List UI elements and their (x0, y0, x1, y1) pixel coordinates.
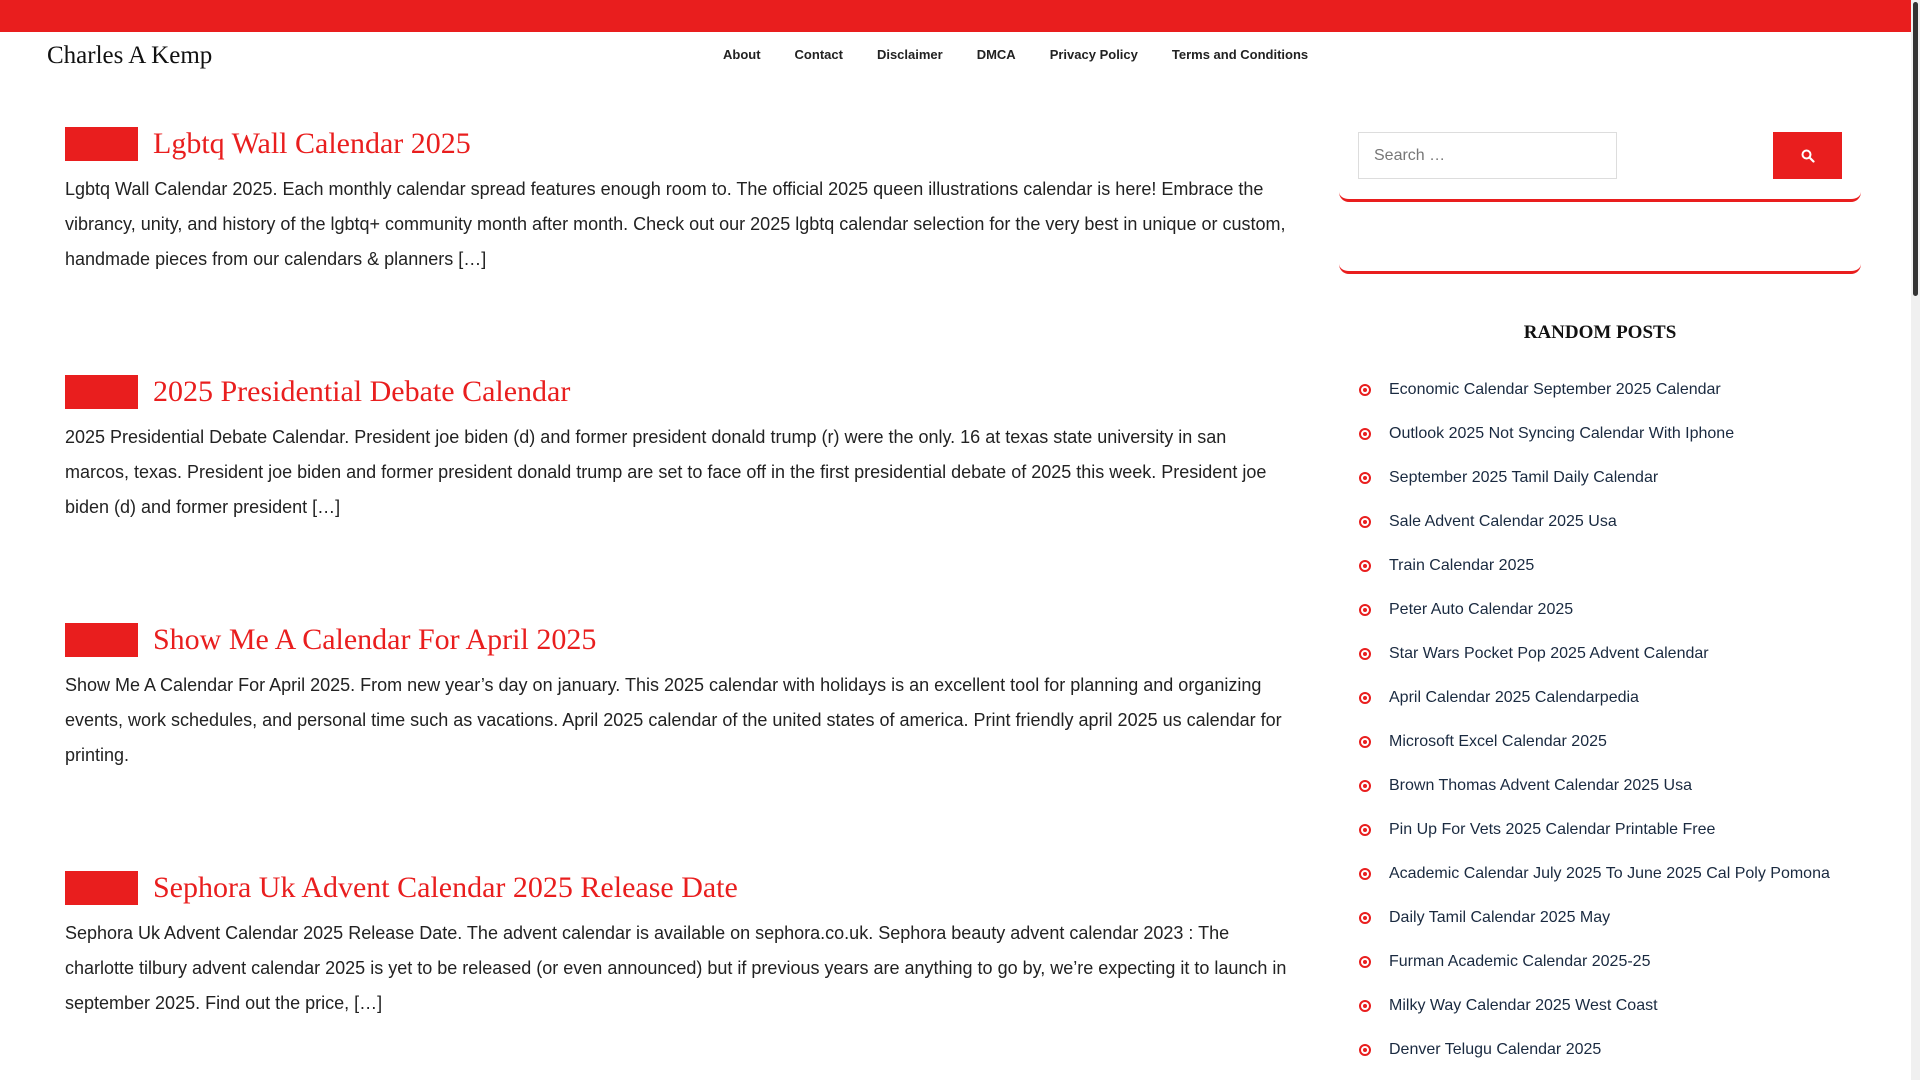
circle-bullet-icon (1359, 1044, 1371, 1056)
list-item (1359, 456, 1861, 500)
site-header (0, 32, 1911, 82)
random-post-link[interactable]: Economic Calendar September 2025 Calendar (1389, 381, 1721, 398)
empty-widget (1339, 202, 1861, 274)
list-item (1359, 500, 1861, 544)
random-posts-title: RANDOM POSTS (1523, 322, 1677, 343)
circle-bullet-icon (1359, 384, 1371, 396)
random-post-link[interactable]: Peter Auto Calendar 2025 (1389, 601, 1574, 618)
list-item (1359, 544, 1861, 588)
circle-bullet-icon (1359, 472, 1371, 484)
post-item (65, 620, 1295, 868)
circle-bullet-icon (1359, 956, 1371, 968)
nav-about[interactable]: About (723, 47, 761, 62)
random-post-link[interactable]: Milky Way Calendar 2025 West Coast (1389, 997, 1658, 1014)
circle-bullet-icon (1359, 560, 1371, 572)
nav-dmca[interactable]: DMCA (976, 47, 1016, 62)
post-excerpt: 2025 Presidential Debate Calendar. President joe biden (d) and former president donald trump (r) were the only. 16 at texas state university in san marcos, texas. President joe biden and former president donald trump are set to face off in the first presidential debate of 2025 this week. President joe biden (d) and former president […] (65, 427, 1267, 517)
circle-bullet-icon (1359, 516, 1371, 528)
category-tag[interactable] (65, 623, 138, 657)
random-post-link[interactable]: Denver Telugu Calendar 2025 (1389, 1041, 1602, 1058)
random-post-link[interactable]: Microsoft Excel Calendar 2025 (1389, 733, 1607, 750)
post-title[interactable]: Lgbtq Wall Calendar 2025 (153, 127, 471, 160)
post-item (65, 124, 1295, 372)
list-item (1359, 676, 1861, 720)
list-item (1359, 852, 1861, 896)
random-post-link[interactable]: Brown Thomas Advent Calendar 2025 Usa (1389, 777, 1692, 794)
nav-terms[interactable]: Terms and Conditions (1171, 47, 1309, 62)
random-post-link[interactable]: Star Wars Pocket Pop 2025 Advent Calendar (1389, 645, 1709, 662)
list-item (1359, 720, 1861, 764)
sidebar (1339, 132, 1861, 1072)
circle-bullet-icon (1359, 868, 1371, 880)
post-title[interactable]: 2025 Presidential Debate Calendar (153, 375, 571, 408)
post-item (65, 868, 1295, 1080)
list-item (1359, 764, 1861, 808)
category-tag[interactable] (65, 871, 138, 905)
post-excerpt: Lgbtq Wall Calendar 2025. Each monthly calendar spread features enough room to. The official 2025 queen illustrations calendar is here! Embrace the vibrancy, unity, and history of the lgbtq+ community month after month. Check out our 2025 lgbtq calendar selection for the very best in unique or custom, handmade pieces from our calendars & planners […] (65, 179, 1286, 269)
circle-bullet-icon (1359, 1000, 1371, 1012)
random-post-link[interactable]: Pin Up For Vets 2025 Calendar Printable Free (1389, 821, 1716, 838)
post-title[interactable]: Show Me A Calendar For April 2025 (153, 623, 597, 656)
list-item (1359, 984, 1861, 1028)
category-tag[interactable] (65, 375, 138, 409)
circle-bullet-icon (1359, 824, 1371, 836)
post-list (65, 124, 1295, 1080)
random-post-link[interactable]: Train Calendar 2025 (1389, 557, 1535, 574)
post-title[interactable]: Sephora Uk Advent Calendar 2025 Release Date (153, 871, 738, 904)
random-post-link[interactable]: Sale Advent Calendar 2025 Usa (1389, 513, 1617, 530)
nav-contact[interactable]: Contact (794, 47, 843, 62)
list-item (1359, 940, 1861, 984)
scrollbar-thumb[interactable] (1913, 2, 1918, 296)
post-excerpt: Show Me A Calendar For April 2025. From new year’s day on january. This 2025 calendar with holidays is an excellent tool for planning and organizing events, work schedules, and personal time such as vacations. April 2025 calendar of the united states of america. Print friendly april 2025 us calendar for printing. (65, 675, 1282, 765)
circle-bullet-icon (1359, 780, 1371, 792)
nav-privacy-policy[interactable]: Privacy Policy (1049, 47, 1138, 62)
random-posts-list (1339, 368, 1861, 1072)
random-post-link[interactable]: Outlook 2025 Not Syncing Calendar With Iphone (1389, 425, 1735, 442)
list-item (1359, 632, 1861, 676)
list-item (1359, 588, 1861, 632)
circle-bullet-icon (1359, 736, 1371, 748)
list-item (1359, 368, 1861, 412)
list-item (1359, 1028, 1861, 1072)
circle-bullet-icon (1359, 604, 1371, 616)
search-button[interactable] (1773, 132, 1842, 179)
list-item (1359, 412, 1861, 456)
post-item (65, 372, 1295, 620)
post-excerpt: Sephora Uk Advent Calendar 2025 Release Date. The advent calendar is available on sephora.co.uk. Sephora beauty advent calendar 2023 : The charlotte tilbury advent calendar 2025 is yet to be released (or even announced) but if previous years are anything to go by, we’re expecting it to launch in september 2025. Find out the price, […] (65, 923, 1287, 1013)
list-item (1359, 808, 1861, 852)
top-accent-bar (0, 0, 1911, 32)
category-tag[interactable] (65, 127, 138, 161)
random-post-link[interactable]: Furman Academic Calendar 2025-25 (1389, 953, 1651, 970)
random-post-link[interactable]: September 2025 Tamil Daily Calendar (1389, 469, 1659, 486)
random-post-link[interactable]: Academic Calendar July 2025 To June 2025 Cal Poly Pomona (1389, 865, 1830, 882)
circle-bullet-icon (1359, 648, 1371, 660)
circle-bullet-icon (1359, 912, 1371, 924)
circle-bullet-icon (1359, 692, 1371, 704)
main-nav (723, 47, 1308, 62)
random-post-link[interactable]: April Calendar 2025 Calendarpedia (1389, 689, 1639, 706)
page-scrollbar[interactable] (1911, 0, 1920, 1080)
list-item (1359, 896, 1861, 940)
search-input[interactable] (1358, 132, 1617, 179)
search-widget (1339, 132, 1861, 202)
nav-disclaimer[interactable]: Disclaimer (876, 47, 943, 62)
random-post-link[interactable]: Daily Tamil Calendar 2025 May (1389, 909, 1611, 926)
site-title[interactable]: Charles A Kemp (47, 42, 213, 69)
circle-bullet-icon (1359, 428, 1371, 440)
search-icon (1801, 149, 1815, 163)
